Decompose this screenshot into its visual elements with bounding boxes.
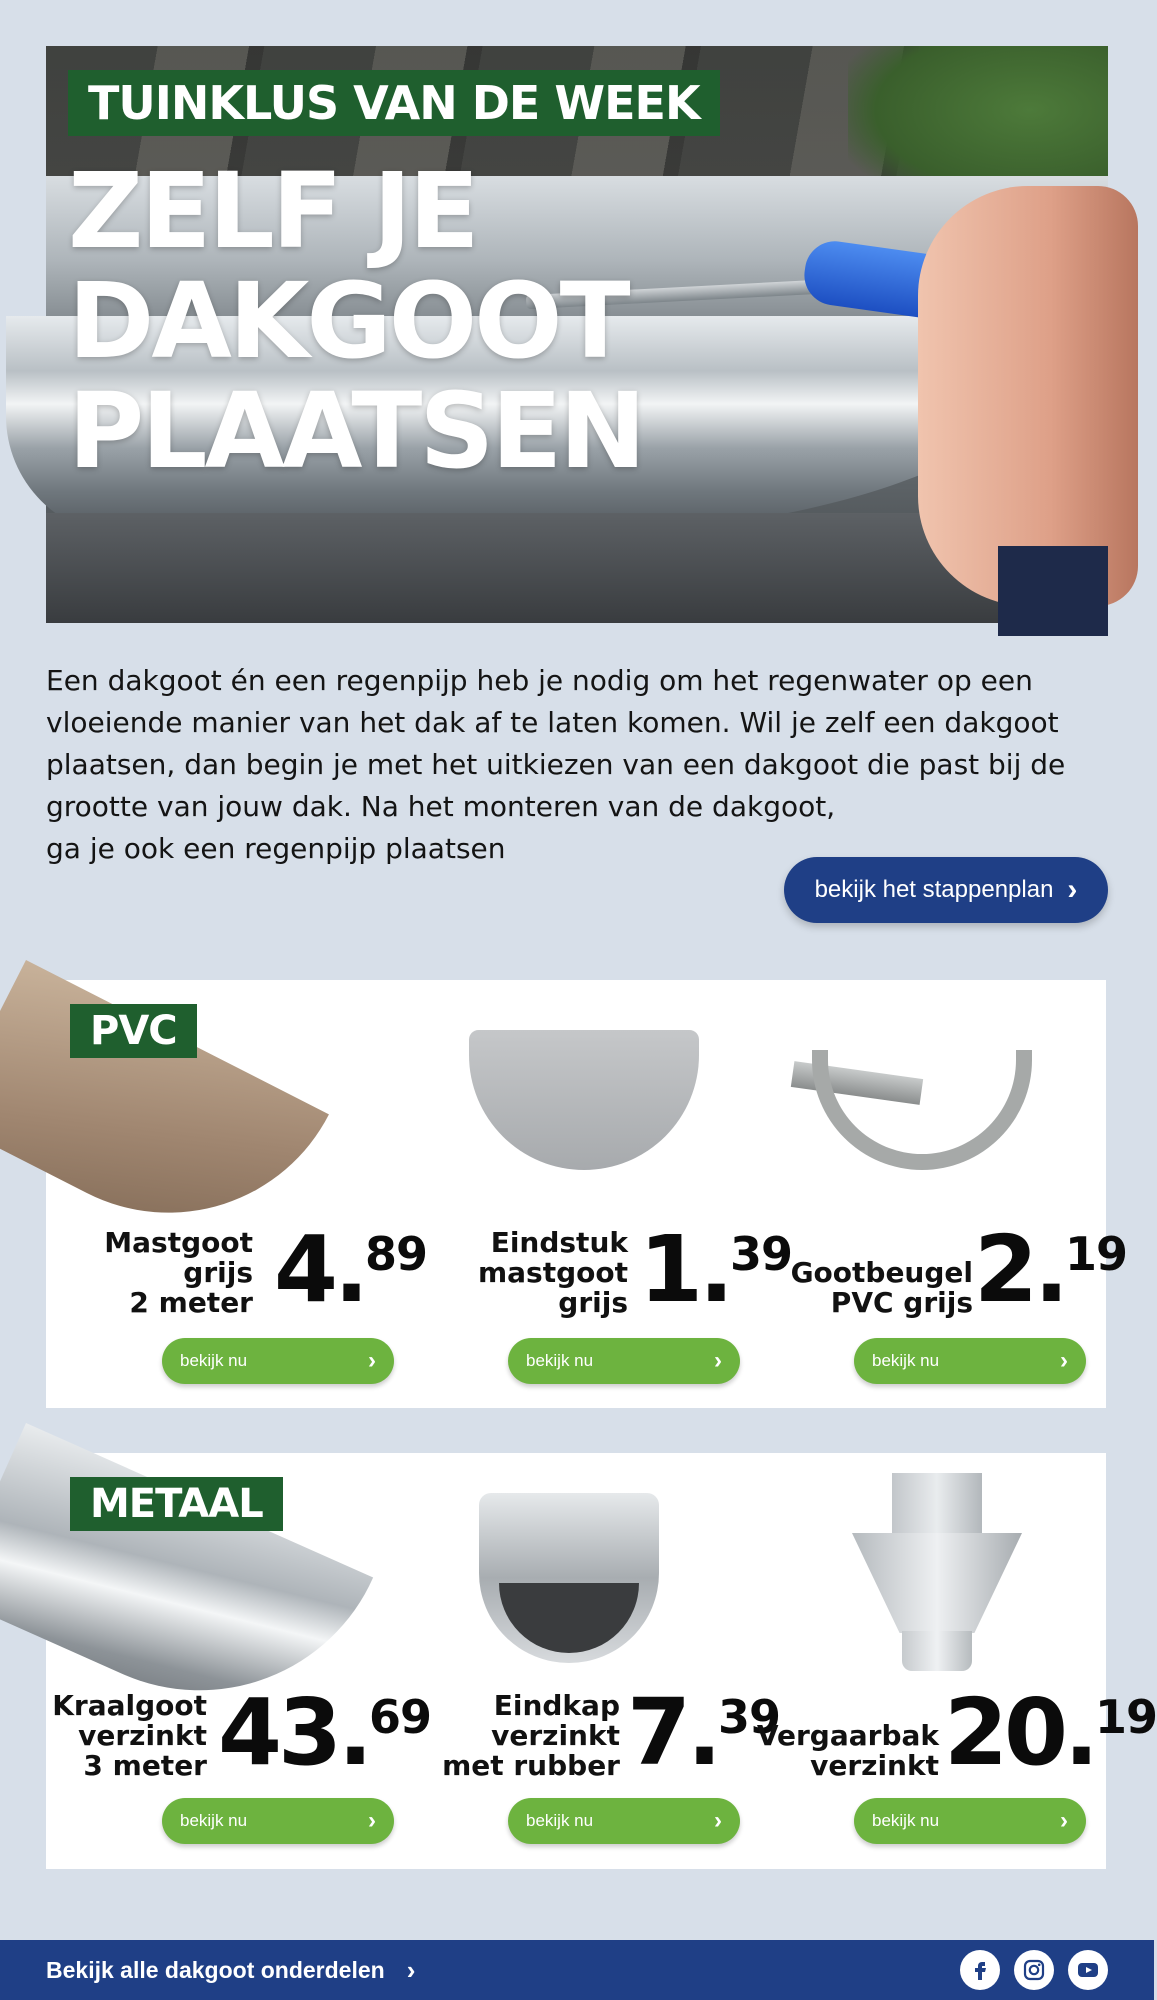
- product-price: 4.89: [274, 1216, 427, 1323]
- price-decimals: 19: [1064, 1227, 1127, 1281]
- bekijk-nu-label: bekijk nu: [526, 1811, 594, 1830]
- hero-title-line: PLAATSEN: [68, 370, 644, 492]
- product-name-line: Eindkap: [493, 1689, 620, 1722]
- hand-image: [918, 186, 1138, 606]
- product-name-line: verzinkt: [491, 1719, 620, 1752]
- product-vergaarbak[interactable]: [752, 1453, 1157, 1869]
- product-name-line: 2 meter: [129, 1286, 253, 1319]
- bekijk-nu-label: bekijk nu: [180, 1351, 248, 1370]
- product-name-line: 3 meter: [83, 1749, 207, 1782]
- product-name: [52, 1691, 207, 1781]
- gootbeugel-image: [812, 1050, 1032, 1170]
- product-name: [757, 1721, 939, 1781]
- product-name-line: grijs: [183, 1256, 253, 1289]
- vergaarbak-pipe-image: [902, 1631, 972, 1671]
- product-price: 2.19: [974, 1216, 1127, 1323]
- category-tag: METAAL: [70, 1477, 283, 1531]
- bekijk-nu-button[interactable]: [508, 1338, 740, 1384]
- bekijk-nu-button[interactable]: [162, 1338, 394, 1384]
- hero-banner[interactable]: [46, 46, 1108, 623]
- vergaarbak-top-image: [892, 1473, 982, 1543]
- product-name-line: Mastgoot: [104, 1226, 253, 1259]
- price-integer: 2: [974, 1216, 1035, 1323]
- price-integer: 4: [274, 1216, 335, 1323]
- product-price: 7.39: [627, 1679, 780, 1786]
- hero-title-line: DAKGOOT: [68, 260, 628, 382]
- chevron-right-icon: ›: [1060, 1807, 1068, 1834]
- product-name-line: verzinkt: [810, 1749, 939, 1782]
- chevron-right-icon: ›: [714, 1347, 722, 1374]
- intro-line: grootte van jouw dak. Na het monteren van de dakgoot,: [46, 790, 836, 823]
- product-price: 20.19: [944, 1679, 1157, 1786]
- social-links: [960, 1950, 1108, 1990]
- price-decimals: 39: [729, 1227, 792, 1281]
- product-price: 43.69: [218, 1679, 431, 1786]
- sleeve-image: [998, 546, 1108, 636]
- product-eindkap[interactable]: [399, 1453, 780, 1869]
- bekijk-nu-button[interactable]: [854, 1798, 1086, 1844]
- product-name-line: Gootbeugel: [790, 1256, 973, 1289]
- chevron-right-icon: ›: [1067, 873, 1078, 906]
- bekijk-nu-label: bekijk nu: [526, 1351, 594, 1370]
- product-name-line: verzinkt: [78, 1719, 207, 1752]
- chevron-right-icon: ›: [1060, 1347, 1068, 1374]
- price-decimals: 69: [368, 1690, 431, 1744]
- bekijk-nu-button[interactable]: [854, 1338, 1086, 1384]
- instagram-icon[interactable]: [1014, 1950, 1054, 1990]
- intro-line: ga je ook een regenpijp plaatsen: [46, 832, 506, 865]
- bekijk-nu-label: bekijk nu: [872, 1811, 940, 1830]
- footer-bar: [0, 1940, 1154, 2000]
- price-decimals: 39: [717, 1690, 780, 1744]
- eindstuk-image: [469, 1030, 699, 1170]
- product-name-line: grijs: [558, 1286, 628, 1319]
- youtube-icon[interactable]: [1068, 1950, 1108, 1990]
- product-eindstuk[interactable]: [399, 980, 792, 1408]
- bekijk-nu-button[interactable]: [162, 1798, 394, 1844]
- price-integer: 7: [627, 1679, 688, 1786]
- alle-onderdelen-label: Bekijk alle dakgoot onderdelen: [46, 1956, 385, 1983]
- chevron-right-icon: ›: [368, 1347, 376, 1374]
- bekijk-nu-button[interactable]: [508, 1798, 740, 1844]
- hero-tag: TUINKLUS VAN DE WEEK: [68, 70, 720, 136]
- chevron-right-icon: ›: [714, 1807, 722, 1834]
- metaal-section: [46, 1453, 1157, 1869]
- facebook-icon[interactable]: [960, 1950, 1000, 1990]
- price-integer: 20: [944, 1679, 1065, 1786]
- stappenplan-button-label: bekijk het stappenplan: [814, 876, 1054, 903]
- hero-title: [68, 150, 644, 492]
- product-name-line: Eindstuk: [490, 1226, 628, 1259]
- intro-line: Een dakgoot én een regenpijp heb je nodig om het regenwater op een: [46, 664, 1033, 697]
- bekijk-nu-label: bekijk nu: [180, 1811, 248, 1830]
- intro-line: plaatsen, dan begin je met het uitkiezen van een dakgoot die past bij de: [46, 748, 1066, 781]
- intro-line: vloeiende manier van het dak af te laten komen. Wil je zelf een dakgoot: [46, 706, 1059, 739]
- price-decimals: 89: [364, 1227, 427, 1281]
- vergaarbak-image: [852, 1533, 1022, 1633]
- product-name-line: Kraalgoot: [52, 1689, 207, 1722]
- category-tag: PVC: [70, 1004, 197, 1058]
- product-name-line: mastgoot: [477, 1256, 628, 1289]
- product-gootbeugel[interactable]: [752, 980, 1127, 1408]
- price-integer: 43: [218, 1679, 339, 1786]
- product-name-line: Vergaarbak: [756, 1719, 939, 1752]
- product-name: [478, 1228, 628, 1318]
- hero-title-line: ZELF JE: [68, 150, 477, 272]
- product-name: [791, 1258, 973, 1318]
- product-price: 1.39: [639, 1216, 792, 1323]
- product-name-line: met rubber: [442, 1749, 620, 1782]
- product-name: [104, 1228, 253, 1318]
- chevron-right-icon: ›: [368, 1807, 376, 1834]
- price-integer: 1: [639, 1216, 700, 1323]
- intro-text: [46, 660, 1108, 870]
- price-decimals: 19: [1094, 1690, 1157, 1744]
- chevron-right-icon: ›: [406, 1954, 416, 1985]
- product-name: [442, 1691, 620, 1781]
- product-name-line: PVC grijs: [830, 1286, 973, 1319]
- pvc-section: [46, 980, 1127, 1408]
- bekijk-nu-label: bekijk nu: [872, 1351, 940, 1370]
- stappenplan-button[interactable]: [784, 857, 1108, 923]
- alle-onderdelen-link[interactable]: [46, 1955, 415, 1986]
